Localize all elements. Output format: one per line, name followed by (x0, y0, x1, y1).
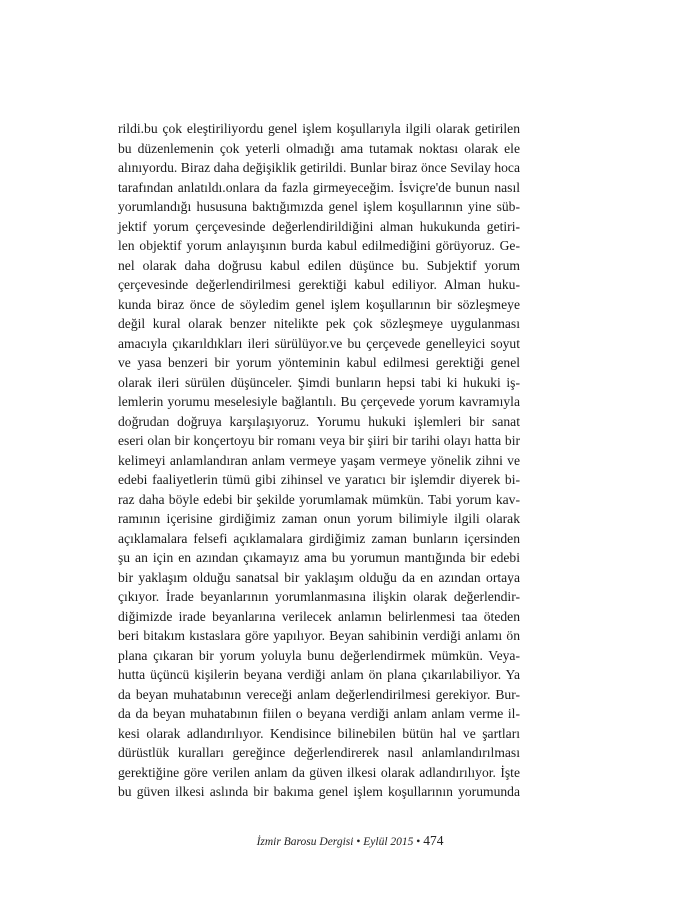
text-line: bu düzenlemenin çok yeterli olmadığı ama tutamak noktası olarak ele (118, 140, 520, 156)
page-footer (0, 833, 700, 849)
text-line: raz daha böyle edebi bir şekilde yorumlamak mümkün. Tabi yorum kav- (118, 491, 520, 507)
text-line: olarak ileri sürülen düşünceler. Şimdi bunların hepsi tabi ki hukuki iş- (118, 374, 520, 390)
text-line: da da beyan muhatabının fiilen o beyana verdiği anlam anlam verme il- (118, 706, 520, 721)
text-line: amacıyla çıkarıldıkları ileri sürülüyor.ve bu çerçevede genelleyici soyut (118, 335, 520, 351)
text-line: yorumlandığı hususuna baktığımızda genel işlem koşullarının yine süb- (118, 199, 520, 214)
text-line: lemlerin yorumu meselesiyle bağlantılı. Bu çerçevede yorum kavramıyla (118, 394, 520, 409)
text-line: çerçevesinde değerlendirilmesi gerektiği kabul ediliyor. Alman huku- (118, 277, 520, 292)
text-line: beri bitakım kıstaslara göre yapılıyor. Beyan sahibinin verdiği anlamı ön (118, 628, 520, 643)
text-line: ramının içerisine girdiğimiz zaman onun yorum bilimiyle ilgili olarak (118, 511, 520, 526)
text-line: rildi.bu çok eleştiriliyordu genel işlem koşullarıyla ilgili olarak getirilen (118, 121, 520, 136)
page-number: 474 (423, 833, 444, 848)
text-line: jektif yorum çerçevesinde değerlendirildiğini alman hukukunda getiri- (118, 218, 520, 234)
text-line: diğimizde irade beyanlarına verilecek anlamın belirlenmesi taa öteden (118, 608, 520, 624)
text-line: plana çıkaran bir yorum yoluyla bunu değerlendirmek mümkün. Veya- (118, 647, 520, 663)
text-line: bir yaklaşım olduğu sanatsal bir yaklaşım olduğu da en azından ortaya (118, 569, 520, 585)
text-line: hutta üçüncü kişilerin beyana verdiği anlam ön plana çıkarılabiliyor. Ya (118, 667, 520, 682)
journal-name: İzmir Barosu Dergisi (256, 836, 354, 848)
text-line: açıklamalara felsefi açıklamalara girdiğimiz zaman bunların içersinden (118, 530, 520, 546)
text-line: da beyan muhatabının vereceği anlam değerlendirilmesi gerekiyor. Bur- (118, 686, 520, 702)
text-line: dürüstlük kuralları gereğince değerlendirerek nasıl anlamlandırılması (118, 745, 520, 760)
text-line: kunda biraz önce de söyledim genel işlem koşullarının bir sözleşmeye (118, 296, 520, 312)
body-text (118, 119, 520, 802)
text-line: kesi olarak adlandırılıyor. Kendisince bilinebilen bütün hal ve şartları (118, 725, 520, 741)
text-line: len objektif yorum anlayışının burda kabul edilmediğini görüyoruz. Ge- (118, 238, 520, 253)
footer-separator: • (416, 836, 421, 848)
text-line: değil kural olarak benzer nitelikte pek çok sözleşmeye uygulanması (118, 316, 520, 331)
text-line: gerektiğine göre verilen anlam da güven ilkesi olarak adlandırılıyor. İşte (118, 764, 520, 780)
text-line: şu an için en azından çıkamayız ama bu yorumun mantığında bir edebi (118, 550, 520, 565)
text-line: ve yasa benzeri bir yorum yönteminin kabul edilmesi gerektiği genel (118, 355, 520, 370)
text-line: doğrudan doğruya karşılaşıyoruz. Yorumu hukuki işlemleri bir sanat (118, 413, 520, 429)
text-line: alınıyordu. Biraz daha değişiklik getirildi. Bunlar biraz önce Sevilay hoca (118, 160, 520, 175)
text-line: edebi faaliyetlerin tümü gibi zihinsel ve yaratıcı bir işlemdir diyerek bi- (118, 472, 520, 487)
text-line: kelimeyi anlamlandıran anlam vermeye yaşam vermeye yönelik zihni ve (118, 452, 520, 468)
issue-date: Eylül 2015 (363, 836, 414, 848)
text-line: çıkıyor. İrade beyanlarının yorumlanmasına ilişkin olarak değerlendir- (118, 589, 520, 604)
text-line: bu güven ilkesi aslında bir bakıma genel işlem koşullarının yorumunda (118, 784, 520, 799)
footer-separator: • (356, 836, 361, 848)
text-line: nel olarak daha doğrusu kabul edilen düşünce bu. Subjektif yorum (118, 257, 520, 273)
text-line: eseri olan bir konçertoyu bir romanı veya bir şiiri bir tarihi olayı hatta bir (118, 433, 520, 448)
text-line: tarafından anlatıldı.onlara da fazla girmeyeceğim. İsviçre'de bunun nasıl (118, 179, 520, 195)
